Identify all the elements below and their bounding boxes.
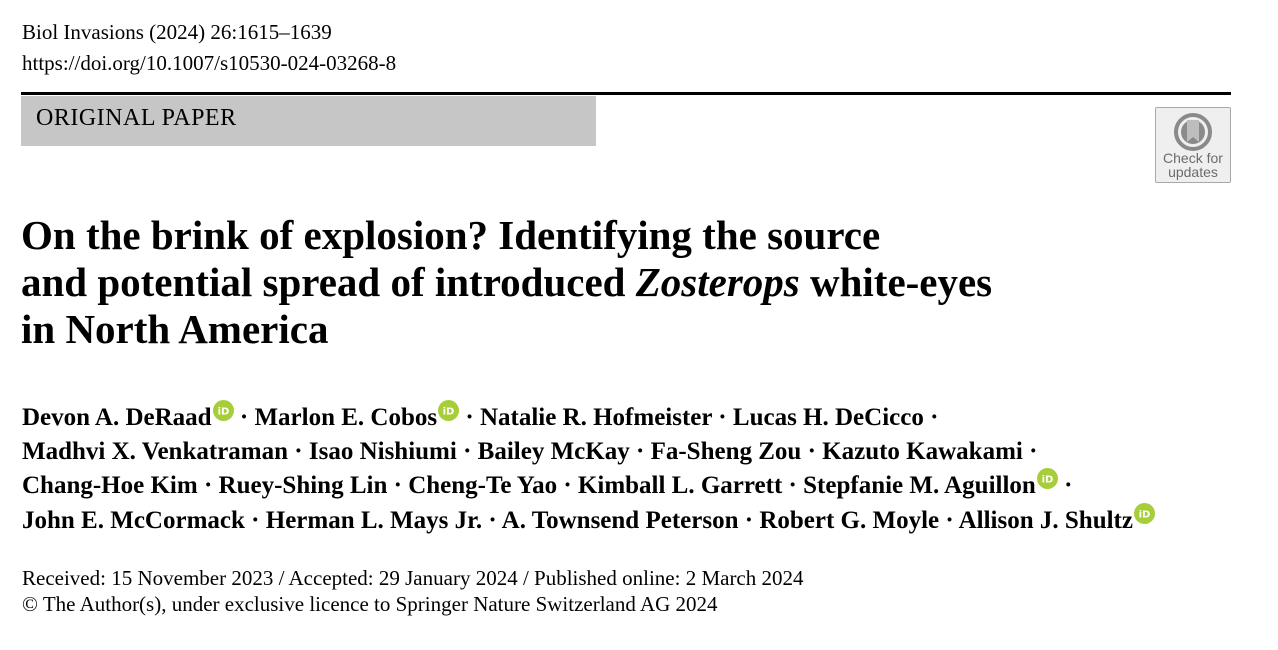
- separator: ·: [788, 472, 797, 499]
- orcid-icon[interactable]: [213, 400, 234, 421]
- author[interactable]: Madhvi X. Venkatraman: [22, 437, 289, 465]
- author[interactable]: John E. McCormack: [22, 506, 245, 534]
- badge-line-1: Check for: [1163, 150, 1223, 166]
- svg-text:iD: iD: [217, 406, 229, 418]
- author[interactable]: Devon A. DeRaad: [22, 404, 212, 431]
- author-line-2: [22, 435, 1252, 469]
- author-line-3: [22, 468, 1252, 503]
- author[interactable]: Kimball L. Garrett: [577, 472, 783, 499]
- separator: ·: [744, 506, 754, 534]
- copyright-notice: © The Author(s), under exclusive licence to Springer Nature Switzerland AG 2024: [22, 592, 718, 616]
- separator: ·: [463, 437, 472, 465]
- article-title: [21, 212, 1171, 353]
- separator: ·: [718, 404, 727, 431]
- separator: ·: [251, 506, 260, 534]
- journal-reference: Biol Invasions (2024) 26:1615–1639: [22, 20, 332, 44]
- title-genus: Zosterops: [635, 259, 800, 305]
- separator: ·: [203, 472, 213, 499]
- author[interactable]: A. Townsend Peterson: [501, 506, 739, 534]
- separator: ·: [945, 506, 954, 534]
- separator: ·: [465, 404, 474, 431]
- paper-type-banner: ORIGINAL PAPER: [21, 96, 596, 146]
- separator: ·: [393, 472, 402, 499]
- title-line-1: On the brink of explosion? Identifying the source: [21, 212, 881, 258]
- author[interactable]: Lucas H. DeCicco: [732, 404, 924, 431]
- author-line-1: [22, 400, 1252, 435]
- separator: ·: [563, 472, 572, 499]
- author[interactable]: Bailey McKay: [477, 437, 630, 465]
- publication-dates: Received: 15 November 2023 / Accepted: 29 January 2024 / Published online: 2 March 2024: [22, 566, 804, 590]
- separator: ·: [488, 506, 497, 534]
- author[interactable]: Fa-Sheng Zou: [650, 437, 802, 465]
- orcid-icon[interactable]: [1134, 503, 1155, 524]
- title-line-2: [21, 259, 1171, 306]
- title-line-2-start: and potential spread of introduced: [21, 259, 636, 305]
- orcid-icon[interactable]: [438, 400, 459, 421]
- orcid-icon[interactable]: [1037, 468, 1058, 489]
- svg-text:iD: iD: [442, 406, 455, 418]
- separator: ·: [1064, 472, 1073, 499]
- separator: ·: [807, 437, 816, 465]
- author[interactable]: Kazuto Kawakami: [822, 437, 1023, 465]
- author-line-4: [22, 503, 1252, 538]
- author[interactable]: Marlon E. Cobos: [254, 404, 438, 431]
- author[interactable]: Natalie R. Hofmeister: [479, 404, 713, 431]
- check-for-updates-badge[interactable]: [1155, 107, 1231, 183]
- author[interactable]: Cheng-Te Yao: [408, 472, 558, 499]
- author[interactable]: Allison J. Shultz: [958, 506, 1133, 534]
- author[interactable]: Isao Nishiumi: [308, 437, 457, 465]
- badge-line-2: updates: [1168, 164, 1218, 180]
- title-line-2-end: white-eyes: [799, 259, 993, 305]
- header-rule: [21, 92, 1231, 95]
- separator: ·: [1029, 437, 1038, 465]
- author[interactable]: Stepfanie M. Aguillon: [803, 472, 1036, 499]
- author[interactable]: Herman L. Mays Jr.: [265, 506, 483, 534]
- separator: ·: [294, 437, 303, 465]
- author[interactable]: Chang-Hoe Kim: [22, 472, 198, 499]
- bookmark-icon: [1173, 112, 1213, 152]
- author-list: [22, 400, 1252, 537]
- separator: ·: [930, 404, 939, 431]
- doi-link[interactable]: https://doi.org/10.1007/s10530-024-03268-8: [22, 51, 397, 75]
- svg-text:iD: iD: [1138, 509, 1151, 520]
- separator: ·: [635, 437, 645, 465]
- separator: ·: [239, 404, 249, 431]
- svg-text:iD: iD: [1041, 474, 1054, 486]
- title-line-3: in North America: [21, 306, 329, 352]
- author[interactable]: Robert G. Moyle: [759, 506, 940, 534]
- author[interactable]: Ruey-Shing Lin: [218, 472, 388, 499]
- publication-info: [22, 565, 804, 617]
